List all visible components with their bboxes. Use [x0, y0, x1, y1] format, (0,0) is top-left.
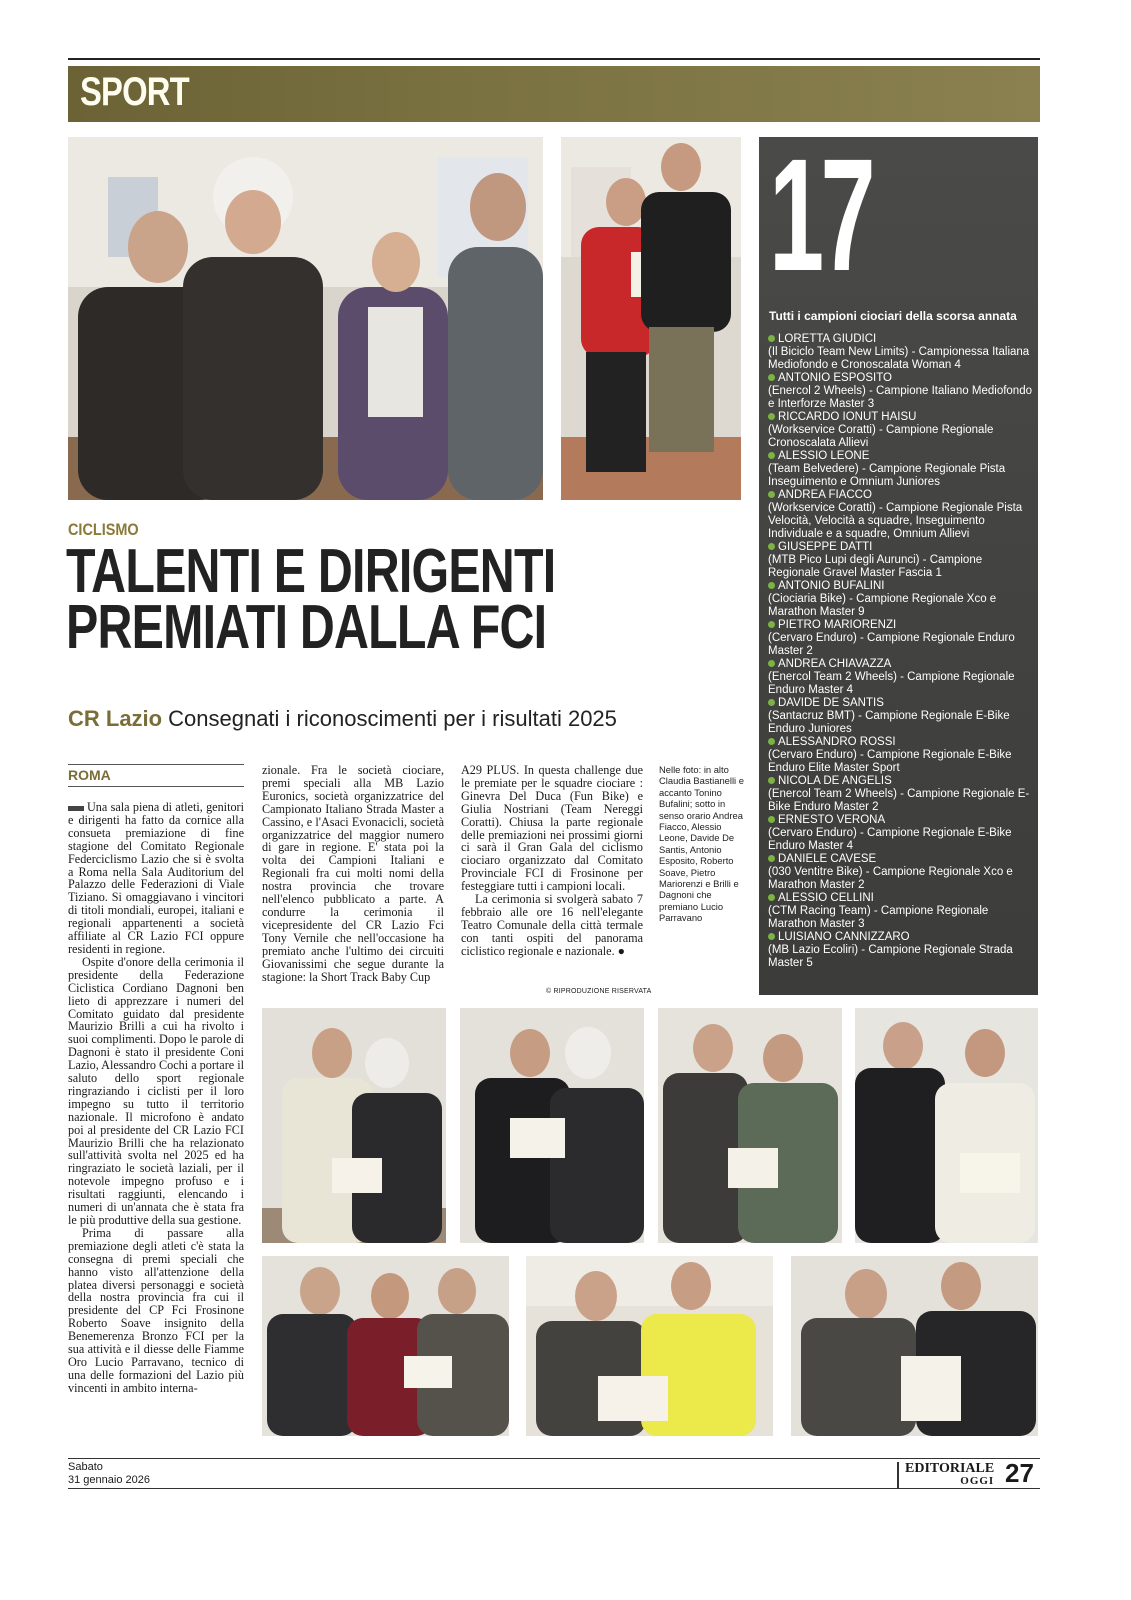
champion-entry: [768, 489, 1034, 541]
champion-description: (Ciociaria Bike) - Campione Regionale Xco e Marathon Master 9: [768, 593, 997, 618]
paragraph: Ospite d'onore della cerimonia il presidente della Federazione Ciclistica Cordiano Dagnoni ben lieto di apprezzare i numeri del Comitato guidato dal presidente Maurizio Brilli a cui ha rivolto i suoi complimenti. Dopo le parole di Dagnoni è stato il presidente Coni Lazio, Alessandro Cochi a portare il saluto dello sport regionale ringraziando i ciclisti per il loro impegno su tutto il territorio nazionale. Il microfono è andato poi al presidente del CR Lazio FCI Maurizio Brilli che ha relazionato sull'attività svolta nel 2025 ed ha ringraziato le società laziali, per il notevole impegno profuso e i risultati raggiunti, elencando i numeri di un'annata che è stata fra le più produttive della sua gestione.: [68, 954, 245, 1227]
champion-description: (CTM Racing Team) - Campione Regionale Marathon Master 3: [768, 905, 989, 930]
champion-name: DANIELE CAVESE: [768, 853, 1034, 866]
champion-name: ALESSIO LEONE: [768, 450, 1034, 463]
photo-parravano: [791, 1256, 1038, 1436]
photo-caption: Nelle foto: in alto Claudia Bastianelli e accanto Tonino Bufalini; sotto in senso orario Andrea Fiacco, Alessio Leone, Davide De Santis, Antonio Esposito, Roberto Soave, Pietro Mariorenzi e Brilli e Dagnoni che premiano Lucio Parravano: [659, 764, 744, 924]
page-number: 27: [1005, 1458, 1034, 1488]
footer-day: Sabato: [68, 1461, 103, 1473]
champion-name: ANDREA FIACCO: [768, 489, 1034, 502]
champion-name: ANTONIO BUFALINI: [768, 580, 1034, 593]
champion-entry: [768, 411, 1034, 450]
article-subhead: [68, 706, 617, 732]
photo-esposito: [855, 1008, 1038, 1243]
champion-description: (Cervaro Enduro) - Campione Regionale E-Bike Enduro Master 4: [768, 827, 1012, 852]
paragraph: [68, 801, 244, 956]
champion-entry: [768, 697, 1034, 736]
champion-description: (Enercol Team 2 Wheels) - Campione Regionale E-Bike Enduro Master 2: [768, 788, 1030, 813]
champion-entry: [768, 372, 1034, 411]
champion-description: (Enercol Team 2 Wheels) - Campione Regionale Enduro Master 4: [768, 671, 1015, 696]
lead-mark: [68, 806, 84, 811]
footer-date: 31 gennaio 2026: [68, 1474, 150, 1486]
copyright-note: © RIPRODUZIONE RISERVATA: [546, 988, 652, 995]
champion-description: (Workservice Coratti) - Campione Regionale Cronoscalata Allievi: [768, 424, 994, 449]
champions-list: [768, 333, 1034, 970]
champion-name: NICOLA DE ANGELIS: [768, 775, 1034, 788]
article-kicker: CICLISMO: [68, 520, 139, 539]
dateline: ROMA: [68, 767, 111, 783]
champion-description: (MB Lazio Ecoliri) - Campione Regionale Strada Master 5: [768, 944, 1013, 969]
champion-name: ALESSIO CELLINI: [768, 892, 1034, 905]
photo-bufalini-award: [561, 137, 741, 500]
headline-line-1: TALENTI E DIRIGENTI: [66, 537, 556, 606]
champion-description: (030 Ventitre Bike) - Campione Regionale Xco e Marathon Master 2: [768, 866, 1013, 891]
champions-sidebar: [759, 125, 1038, 995]
champion-description: (Cervaro Enduro) - Campione Regionale Enduro Master 2: [768, 632, 1015, 657]
champion-entry: [768, 580, 1034, 619]
paragraph: Prima di passare alla premiazione degli atleti c'è stata la consegna di premi speciali che hanno visto all'attenzione della platea diversi personaggi e società della nostra provincia fra cui il presidente del CP Fci Frosinone Roberto Soave insignito della Benemerenza Bronzo FCI per la sua attività e il diesse delle Fiamme Oro Lucio Parravano, tecnico di una delle formazioni del Lazio più vincenti in ambito interna-: [68, 1225, 244, 1395]
champion-name: ERNESTO VERONA: [768, 814, 1034, 827]
champion-name: ANDREA CHIAVAZZA: [768, 658, 1034, 671]
subhead-accent: CR Lazio: [68, 706, 163, 731]
champion-name: LUISIANO CANNIZZARO: [768, 931, 1034, 944]
article-column-1: [68, 801, 244, 1395]
photo-soave: [262, 1256, 509, 1436]
champion-description: (Santacruz BMT) - Campione Regionale E-Bike Enduro Juniores: [768, 710, 1010, 735]
paragraph: A29 PLUS. In questa challenge due le premiate per le squadre ciociare : Ginevra Del Duca (Fun Bike) e Giulia Nostriani (Team Nereggi Coratti). Chiusa la parte regionale delle premiazioni nei prossimi giorni ci sarà il Gran Gala del ciclismo ciociaro organizzato dal Comitato Provinciale FCI di Frosinone per festeggiare tutti i campioni locali.: [461, 763, 643, 894]
champion-name: ANTONIO ESPOSITO: [768, 372, 1034, 385]
champion-description: (Team Belvedere) - Campione Regionale Pista Inseguimento e Omnium Juniores: [768, 463, 1006, 488]
champion-entry: [768, 619, 1034, 658]
paragraph-text: La cerimonia si svolgerà sabato 7 febbraio alle ore 16 nell'elegante Teatro Comunale della città termale con tanti ospiti del panorama ciclistico regionale e nazionale.: [461, 892, 643, 958]
section-label: SPORT: [80, 70, 189, 114]
champion-name: GIUSEPPE DATTI: [768, 541, 1034, 554]
photo-mariorenzi: [526, 1256, 773, 1436]
photo-fiacco: [262, 1008, 446, 1243]
champion-entry: [768, 541, 1034, 580]
photo-group-award: [68, 137, 543, 500]
champion-entry: [768, 736, 1034, 775]
champion-entry: [768, 333, 1034, 372]
champion-name: RICCARDO IONUT HAISU: [768, 411, 1034, 424]
article-headline: [66, 537, 604, 662]
champion-description: (Workservice Coratti) - Campione Regionale Pista Velocità, Velocità a squadre, Inseguimento Individuale e a squadre, Omnium Allievi: [768, 502, 1023, 540]
sidebar-title: Tutti i campioni ciociari della scorsa annata: [769, 309, 1017, 323]
photo-de-santis: [658, 1008, 842, 1243]
champions-count: 17: [769, 125, 872, 304]
champion-name: LORETTA GIUDICI: [768, 333, 1034, 346]
publication-sub: OGGI: [960, 1475, 995, 1487]
champion-entry: [768, 853, 1034, 892]
champion-entry: [768, 892, 1034, 931]
champion-name: DAVIDE DE SANTIS: [768, 697, 1034, 710]
champion-description: (Enercol 2 Wheels) - Campione Italiano Mediofondo e Interforze Master 3: [768, 385, 1032, 410]
champion-entry: [768, 775, 1034, 814]
champion-name: ALESSANDRO ROSSI: [768, 736, 1034, 749]
article-column-2: [262, 764, 444, 983]
footer-rule: [68, 1488, 1040, 1489]
dateline-rule: [68, 786, 244, 787]
section-banner: [68, 66, 1040, 122]
article-column-3: [461, 764, 643, 958]
champion-entry: [768, 931, 1034, 970]
end-mark: ●: [617, 943, 626, 958]
publication-name: EDITORIALE: [905, 1461, 995, 1476]
photo-leone: [460, 1008, 644, 1243]
champion-description: (Il Biciclo Team New Limits) - Campionessa Italiana Mediofondo e Cronoscalata Woman 4: [768, 346, 1030, 371]
subhead-text: Consegnati i riconoscimenti per i risultati 2025: [168, 706, 617, 731]
top-rule: [68, 58, 1040, 60]
champion-entry: [768, 450, 1034, 489]
paragraph: zionale. Fra le società ciociare, premi speciali alla MB Lazio Euronics, società organizzatrice del Campionato Italiano Strada Master a Cassino, e l'Asaci Evonacicli, società organizzatrice del maggior numero di gare in regione. E' stata poi la volta dei Campioni Italiani e Regionali fra cui molti nomi della nostra provincia che trovare nell'elenco pubblicato a parte. A condurre la cerimonia il vicepresidente del CR Lazio Fci Tony Vernile che nell'occasione ha premiato anche l'ultimo dei circuiti Giovanissimi che segue durante la stagione: la Short Track Baby Cup: [262, 763, 444, 984]
publication-logo: [897, 1462, 994, 1488]
paragraph-text: Una sala piena di atleti, genitori e dirigenti ha fatto da cornice alla consueta premiazione di fine stagione del Comitato Regionale Federciclismo Lazio che si è svolta a Roma nella Sala Auditorium del Palazzo delle Federazioni di Viale Tiziano. Si omaggiavano i vincitori di titoli mondiali, europei, italiani e regionali appartenenti a società affiliate al CR Lazio FCI oppure residenti in regione.: [68, 800, 244, 956]
footer-rule: [68, 1458, 1040, 1459]
dateline-block: [68, 764, 244, 787]
champion-entry: [768, 814, 1034, 853]
champion-entry: [768, 658, 1034, 697]
champion-description: (Cervaro Enduro) - Campione Regionale E-Bike Enduro Elite Master Sport: [768, 749, 1012, 774]
champion-name: PIETRO MARIORENZI: [768, 619, 1034, 632]
paragraph: [461, 893, 643, 958]
champion-description: (MTB Pico Lupi degli Aurunci) - Campione Regionale Gravel Master Fascia 1: [768, 554, 983, 579]
headline-line-2: PREMIATI DALLA FCI: [66, 593, 547, 662]
